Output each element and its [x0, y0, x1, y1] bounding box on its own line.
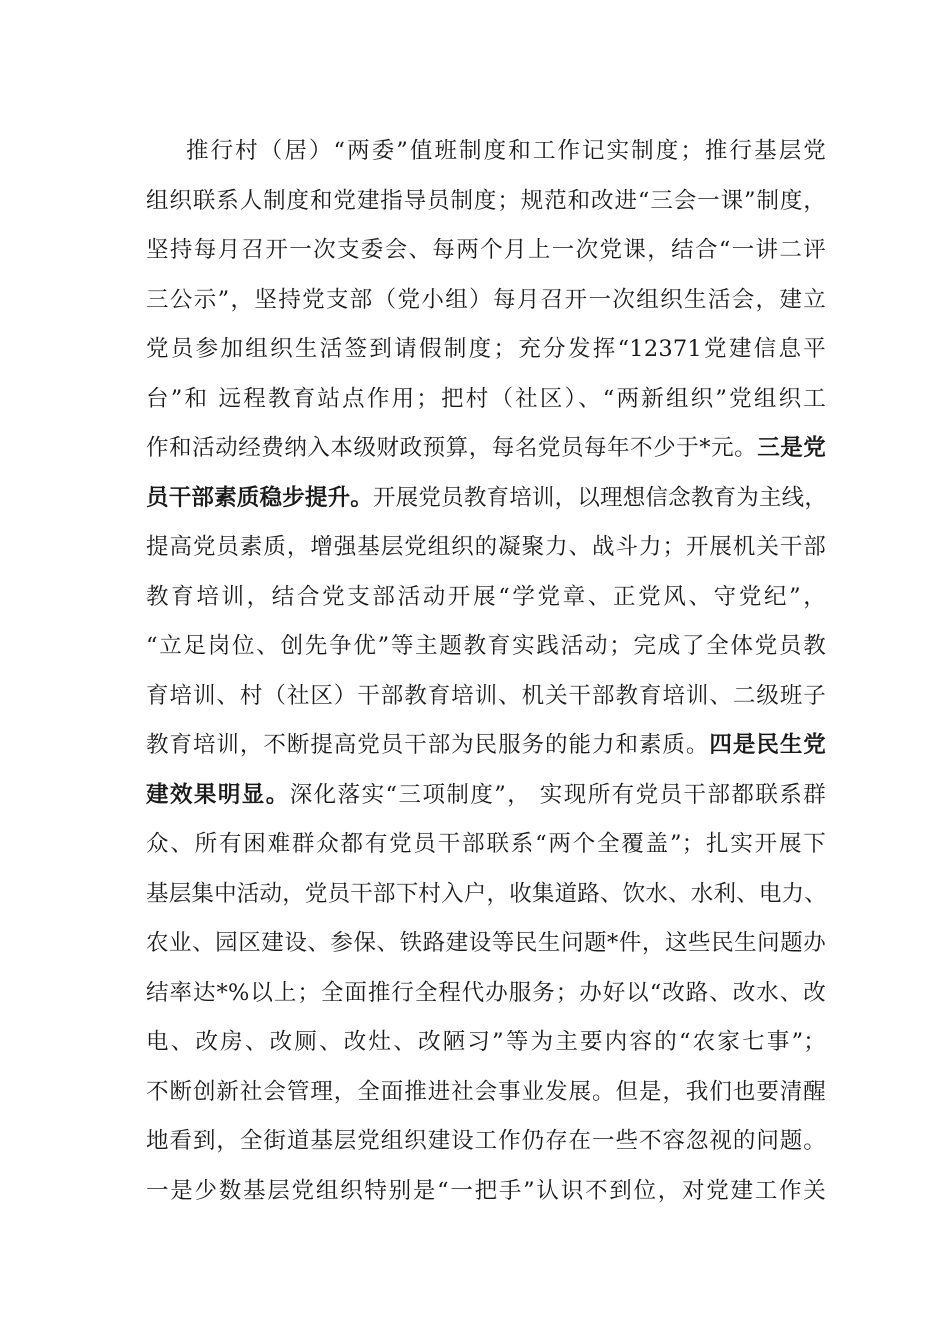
text-line [146, 325, 826, 375]
text-line [146, 969, 826, 1019]
text-line [146, 375, 826, 425]
body-text: 不断创新社会管理，全面推进社会事业发展。但是，我们也要清醒 [146, 1078, 826, 1105]
body-text: 台”和 远程教育站点作用；把村（社区）、“两新组织”党组织工 [146, 385, 826, 412]
bold-heading-text: 四是民生党 [709, 732, 826, 758]
body-text: 党员参加组织生活签到请假制度；充分发挥“12371党建信息平 [146, 336, 826, 362]
text-line [146, 1167, 826, 1217]
bold-heading-text: 员干部素质稳步提升。 [146, 484, 374, 511]
text-line [146, 127, 826, 177]
body-text: 组织联系人制度和党建指导员制度；规范和改进“三会一课”制度， [146, 187, 826, 214]
text-line [146, 771, 826, 821]
body-text: 提高党员素质，增强基层党组织的凝聚力、战斗力；开展机关干部 [146, 534, 826, 560]
text-line [146, 523, 826, 573]
body-text: 教育培训，结合党支部活动开展“学党章、正党风、守党纪”， [146, 583, 826, 610]
body-text: 育培训、村（社区）干部教育培训、机关干部教育培训、二级班子 [146, 682, 826, 709]
body-text: 农业、园区建设、参保、铁路建设等民生问题*件，这些民生问题办 [146, 930, 826, 956]
text-line [146, 870, 826, 920]
text-line [146, 177, 826, 227]
body-text: 电、改房、改厕、改灶、改陋习”等为主要内容的“农家七事”； [146, 1029, 826, 1055]
body-text: 教育培训，不断提高党员干部为民服务的能力和素质。 [146, 732, 710, 758]
text-line [146, 424, 826, 474]
body-text: 结率达*%以上；全面推行全程代办服务；办好以“改路、改水、改 [146, 979, 826, 1006]
body-text: 推行村（居）“两委”值班制度和工作记实制度；推行基层党 [186, 138, 826, 164]
bold-heading-text: 三是党 [757, 435, 826, 461]
body-text: 众、所有困难群众都有党员干部联系“两个全覆盖”；扎实开展下 [146, 831, 826, 857]
body-text: 深化落实“三项制度”， 实现所有党员干部都联系群 [289, 781, 826, 808]
body-text: 开展党员教育培训，以理想信念教育为主线， [373, 484, 828, 511]
text-line [146, 474, 826, 524]
text-line [146, 919, 826, 969]
body-text: 基层集中活动，党员干部下村入户，收集道路、饮水、水利、电力、 [146, 880, 828, 907]
text-line [146, 721, 826, 771]
text-line [146, 573, 826, 623]
text-line [146, 622, 826, 672]
body-paragraph [146, 127, 826, 1216]
text-line [146, 226, 826, 276]
body-text: 三公示”，坚持党支部（党小组）每月召开一次组织生活会，建立 [146, 286, 826, 313]
text-line [146, 1068, 826, 1118]
text-line [146, 1117, 826, 1167]
body-text: 作和活动经费纳入本级财政预算，每名党员每年不少于*元。 [146, 435, 758, 461]
text-line [146, 276, 826, 326]
body-text: 地看到，全街道基层党组织建设工作仍存在一些不容忽视的问题。 [146, 1128, 826, 1154]
text-line [146, 1018, 826, 1068]
body-text: “立足岗位、创先争优”等主题教育实践活动；完成了全体党员教 [146, 633, 826, 659]
body-text: 一是少数基层党组织特别是“一把手”认识不到位，对党建工作关 [146, 1177, 826, 1204]
bold-heading-text: 建效果明显。 [146, 781, 290, 808]
body-text: 坚持每月召开一次支委会、每两个月上一次党课，结合“一讲二评 [146, 237, 826, 263]
text-line [146, 820, 826, 870]
text-line [146, 672, 826, 722]
